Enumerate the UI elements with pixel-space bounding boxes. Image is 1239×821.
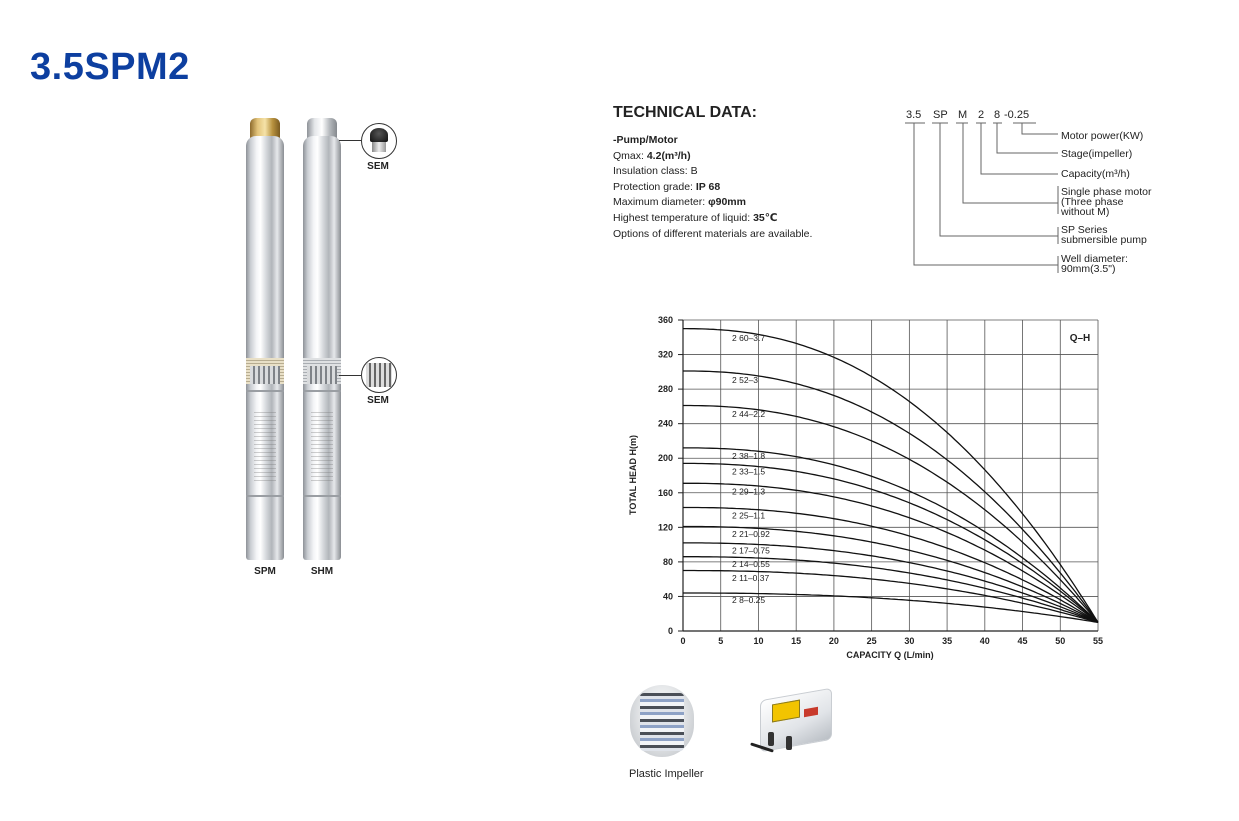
x-tick-label: 55: [1092, 636, 1104, 646]
tech-row-qmax: Qmax: 4.2(m³/h): [613, 149, 691, 162]
code-part-power: -0.25: [1004, 109, 1030, 121]
sem-bottom-label: SEM: [367, 395, 389, 406]
series-label: 2 33–1.5: [732, 466, 766, 477]
x-tick-label: 25: [866, 636, 877, 646]
x-tick-label: 35: [942, 636, 953, 646]
y-tick-label: 360: [657, 315, 673, 325]
series-label: 2 11–0.37: [732, 572, 770, 583]
chart-x-axis-label: CAPACITY Q (L/min): [846, 650, 934, 660]
y-tick-label: 240: [657, 418, 673, 429]
series-label: 2 29–1.3: [732, 486, 766, 497]
tech-row-diameter: Maximum diameter: φ90mm: [613, 196, 746, 209]
y-tick-label: 0: [667, 626, 673, 636]
page-title: 3.5SPM2: [30, 46, 190, 88]
qh-performance-chart: [620, 305, 1120, 670]
series-label: 2 8–0.25: [732, 595, 766, 606]
y-tick-label: 280: [657, 384, 673, 395]
x-tick-label: 40: [979, 636, 990, 646]
code-part-series: SP: [933, 109, 948, 121]
sem-top-label: SEM: [367, 161, 389, 172]
code-desc-stage: Stage(impeller): [1061, 148, 1133, 160]
control-box-image: [746, 688, 846, 760]
x-tick-label: 10: [753, 636, 764, 646]
series-label: 2 60–3.7: [732, 332, 766, 343]
x-tick-label: 45: [1017, 636, 1028, 646]
tech-row-protection: Protection grade: IP 68: [613, 180, 721, 193]
code-desc-capacity: Capacity(m³/h): [1061, 168, 1130, 180]
code-part-capacity: 2: [978, 109, 985, 121]
series-label: 2 17–0.75: [732, 545, 770, 556]
chart-y-axis-label: TOTAL HEAD H(m): [628, 435, 638, 515]
series-label: 2 14–0.55: [732, 559, 770, 570]
x-tick-label: 50: [1055, 636, 1066, 646]
y-tick-label: 40: [662, 591, 673, 602]
tech-row-insulation: Insulation class: B: [613, 165, 698, 178]
y-tick-label: 120: [657, 522, 673, 533]
x-tick-label: 15: [791, 636, 802, 646]
tech-row-options: Options of different materials are available.: [613, 227, 813, 240]
code-desc-phase: Single phase motor (Three phase without M): [1061, 186, 1152, 218]
tech-row-temperature: Highest temperature of liquid: 35℃: [613, 211, 778, 224]
plastic-impeller-label: Plastic Impeller: [629, 768, 704, 780]
tech-section: -Pump/Motor: [613, 134, 678, 146]
code-desc-series: SP Series submersible pump: [1061, 224, 1147, 246]
series-label: 2 44–2.2: [732, 409, 766, 420]
code-part-well: 3.5: [906, 109, 922, 121]
y-tick-label: 80: [662, 556, 673, 567]
code-part-stage: 8: [994, 109, 1001, 121]
pump-spm-label: SPM: [254, 566, 276, 577]
y-tick-label: 320: [657, 349, 673, 360]
series-label: 2 52–3: [732, 374, 759, 385]
code-desc-well: Well diameter: 90mm(3.5"): [1061, 253, 1128, 275]
y-tick-label: 160: [657, 487, 673, 498]
technical-data-heading: TECHNICAL DATA:: [613, 104, 757, 121]
series-label: 2 21–0.92: [732, 529, 770, 540]
series-label: 2 25–1.1: [732, 510, 766, 521]
code-part-phase: M: [958, 109, 968, 121]
x-tick-label: 20: [828, 636, 839, 646]
series-label: 2 38–1.8: [732, 451, 766, 462]
pump-shm-label: SHM: [310, 566, 334, 577]
y-tick-label: 200: [657, 453, 673, 464]
code-desc-power: Motor power(KW): [1061, 130, 1144, 142]
chart-title: Q–H: [1069, 333, 1091, 344]
x-tick-label: 0: [680, 636, 686, 646]
plastic-impeller-image: [628, 683, 696, 763]
x-tick-label: 30: [904, 636, 915, 646]
x-tick-label: 5: [718, 636, 724, 646]
